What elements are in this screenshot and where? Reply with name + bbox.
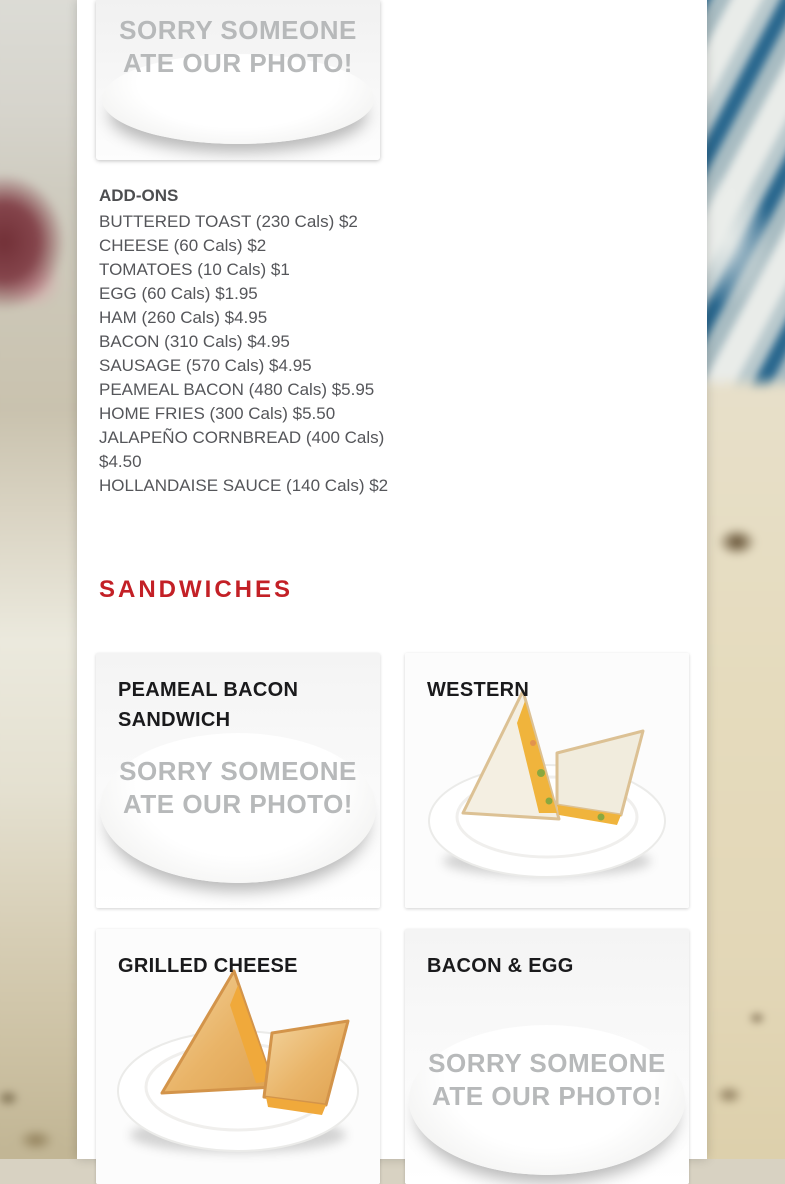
placeholder-caption-line1: SORRY SOMEONE xyxy=(428,1048,666,1078)
card-title: PEAMEAL BACON SANDWICH xyxy=(118,679,299,731)
card-title: WESTERN xyxy=(427,679,530,701)
card-title: GRILLED CHEESE xyxy=(118,955,298,977)
menu-card-western xyxy=(405,653,689,908)
placeholder-caption-line2: ATE OUR PHOTO! xyxy=(123,789,353,819)
addons-heading: ADD-ONS xyxy=(99,186,179,205)
addon-item: EGG (60 Cals) $1.95 xyxy=(99,284,258,303)
placeholder-caption xyxy=(96,14,380,80)
hero-placeholder-photo xyxy=(96,0,380,160)
placeholder-caption-line2: ATE OUR PHOTO! xyxy=(123,48,353,78)
menu-card-peameal-bacon-sandwich xyxy=(96,653,380,908)
placeholder-caption-line1: SORRY SOMEONE xyxy=(119,15,357,45)
addon-item: HOME FRIES (300 Cals) $5.50 xyxy=(99,404,336,423)
addons-list xyxy=(99,210,391,498)
background-photo-right xyxy=(707,0,785,1159)
card-title: BACON & EGG xyxy=(427,955,574,977)
background-photo-left xyxy=(0,0,77,1159)
placeholder-caption xyxy=(96,755,380,821)
menu-content-column xyxy=(77,0,707,1159)
placeholder-caption-line2: ATE OUR PHOTO! xyxy=(432,1081,662,1111)
addon-item: CHEESE (60 Cals) $2 xyxy=(99,236,267,255)
addon-item: BUTTERED TOAST (230 Cals) $2 xyxy=(99,212,358,231)
placeholder-caption xyxy=(405,1047,689,1113)
menu-cards-grid xyxy=(96,653,689,1184)
sandwiches-section-heading: SANDWICHES xyxy=(99,576,294,603)
addon-item: HAM (260 Cals) $4.95 xyxy=(99,308,268,327)
addon-item: JALAPEÑO CORNBREAD (400 Cals) $4.50 xyxy=(99,428,385,471)
addon-item: HOLLANDAISE SAUCE (140 Cals) $2 xyxy=(99,476,389,495)
placeholder-caption-line1: SORRY SOMEONE xyxy=(119,756,357,786)
addon-item: PEAMEAL BACON (480 Cals) $5.95 xyxy=(99,380,375,399)
addons-section xyxy=(99,184,391,498)
addon-item: BACON (310 Cals) $4.95 xyxy=(99,332,290,351)
addon-item: TOMATOES (10 Cals) $1 xyxy=(99,260,290,279)
addon-item: SAUSAGE (570 Cals) $4.95 xyxy=(99,356,312,375)
menu-card-grilled-cheese xyxy=(96,929,380,1184)
menu-card-bacon-and-egg xyxy=(405,929,689,1184)
